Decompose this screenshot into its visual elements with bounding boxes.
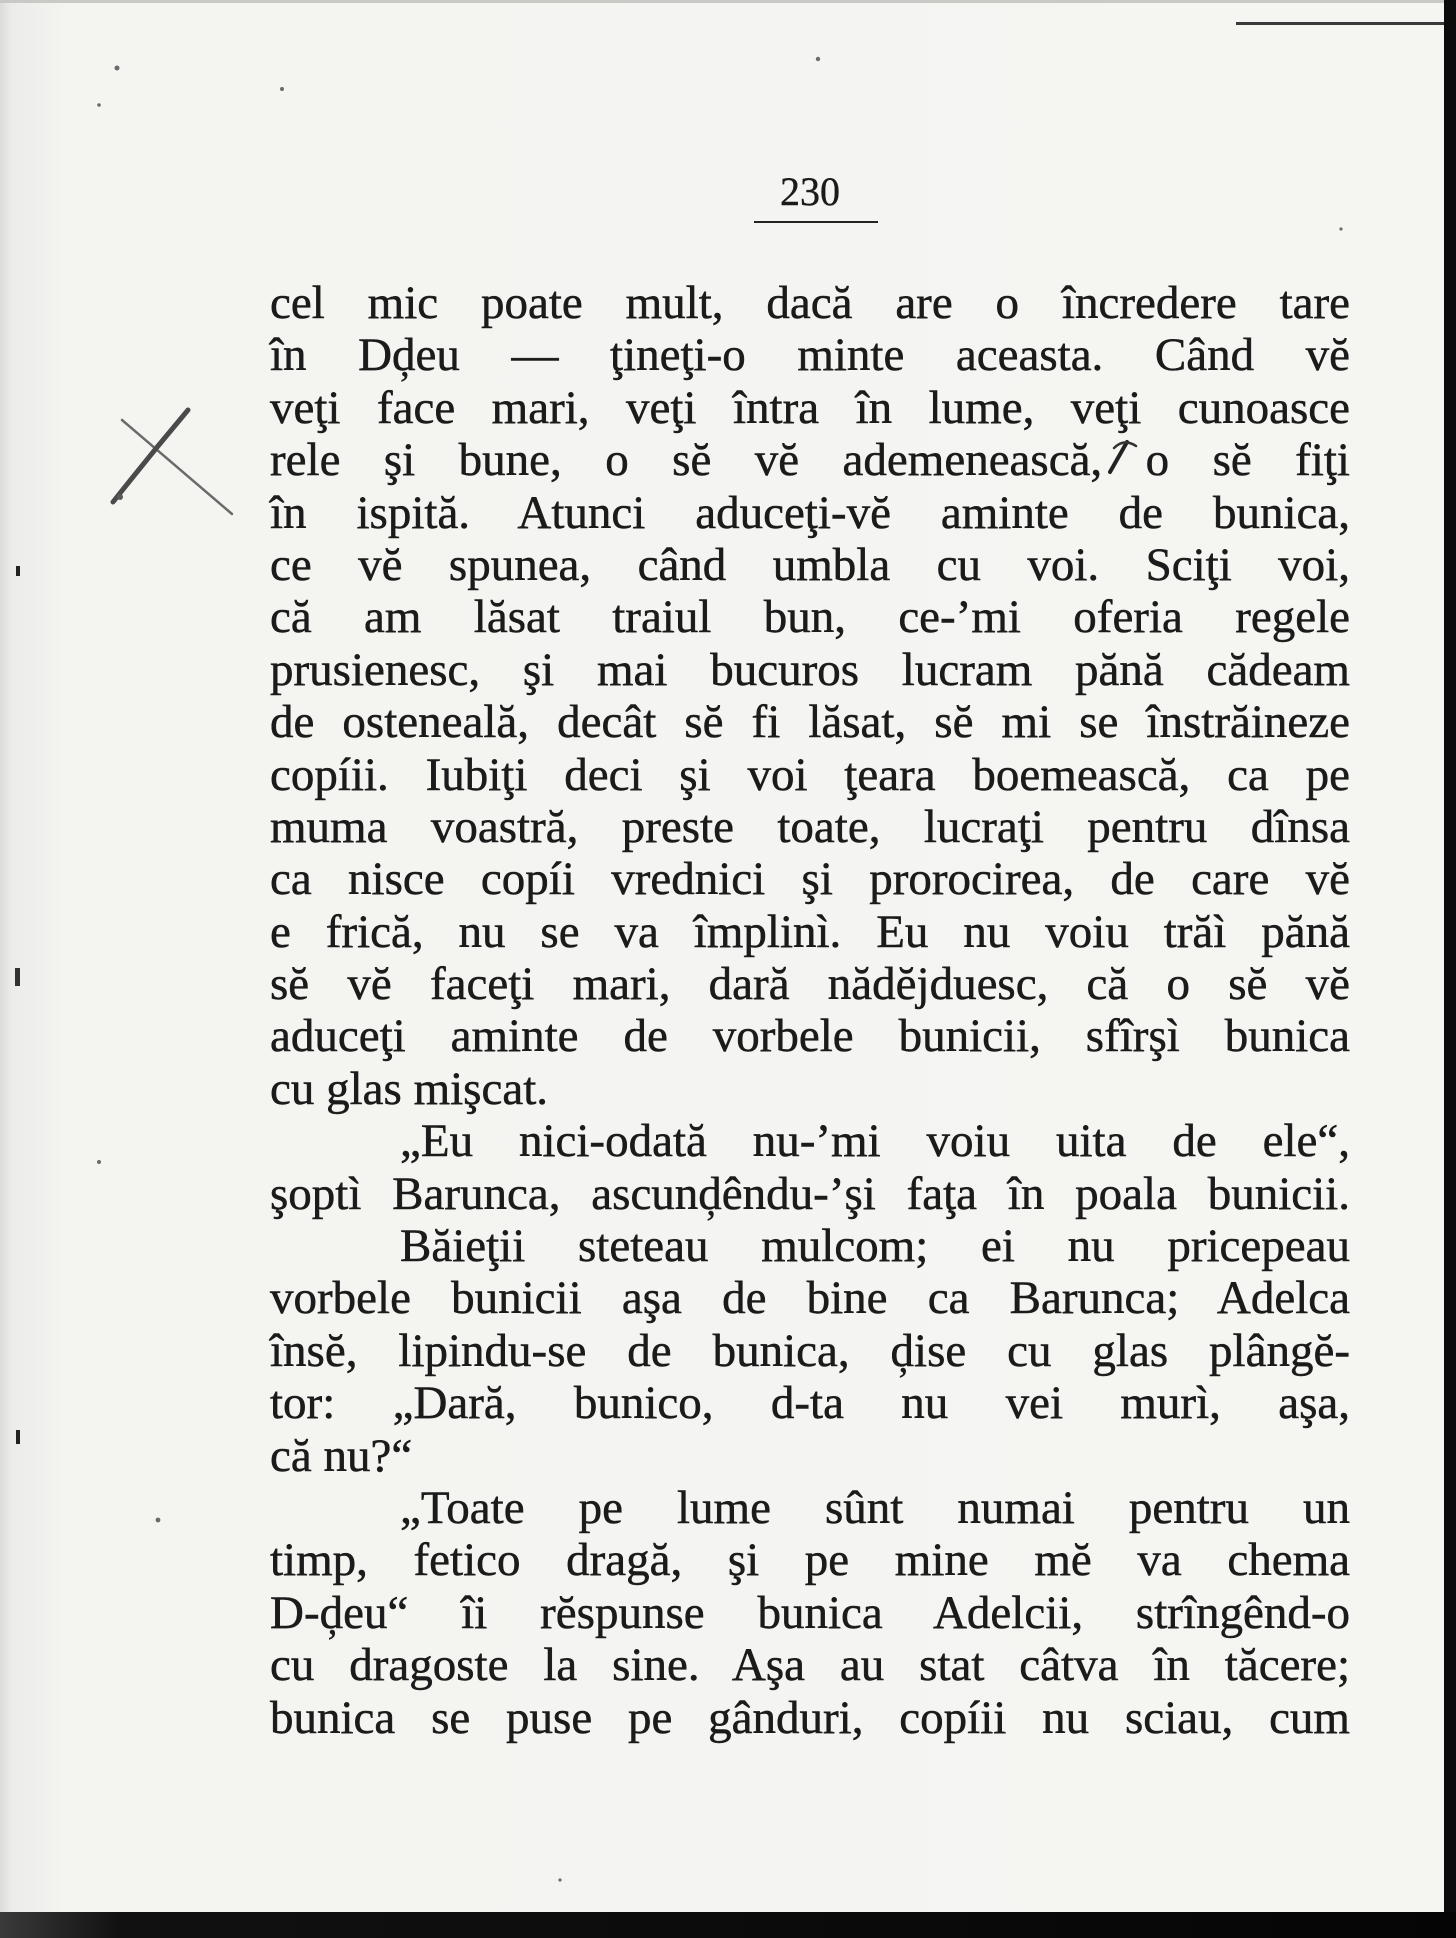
text-line: ca nisce copíi vrednici şi prorocirea, de care vĕ — [270, 853, 1350, 906]
body-text — [270, 277, 1350, 1744]
text-line: în ispită. Atunci aduceţi-vĕ aminte de bunica, — [270, 486, 1350, 539]
margin-tick — [16, 566, 20, 576]
speck — [816, 57, 820, 61]
speck — [558, 1878, 561, 1881]
text-line: cu dragoste la sine. Aşa au stat câtva în tăcere; — [270, 1639, 1350, 1692]
page-number: 230 — [780, 169, 840, 214]
text-line: în Dḑeu — ţineţi-o minte aceasta. Când vĕ — [270, 329, 1350, 382]
speck — [115, 66, 120, 71]
text-line: aduceţi aminte de vorbele bunicii, sfîrşì bunica — [270, 1010, 1350, 1063]
text-line: vorbele bunicii aşa de bine ca Barunca; Adelca — [270, 1272, 1350, 1325]
margin-tick — [15, 968, 20, 986]
text-line: şoptì Barunca, ascunḑêndu-’şi faţa în poala bunicii. — [270, 1167, 1350, 1220]
text-line: muma voastră, preste toate, lucraţi pentru dînsa — [270, 800, 1350, 853]
pen-stroke-slash — [113, 410, 188, 502]
scan-bottom-border — [0, 1912, 1456, 1938]
text-line: veţi face mari, veţi întra în lume, veţi cunoasce — [270, 381, 1350, 434]
text-line: prusienesc, şi mai bucuros lucram pănă cădeam — [270, 643, 1350, 696]
scan-top-edge — [0, 0, 1456, 3]
speck — [156, 1518, 161, 1523]
text-line: „Eu nici-odată nu-’mi voiu uita de ele“, — [400, 1115, 1350, 1168]
speck — [97, 1160, 101, 1164]
speck — [1339, 227, 1342, 230]
text-line: rele şi bune, o sĕ vĕ ademenească, o sĕ fiţi — [270, 434, 1350, 487]
text-line: e frică, nu se va împlinì. Eu nu voiu trăì pănă — [270, 905, 1350, 958]
text-line: copíii. Iubiţi deci şi voi ţeara boemească, ca pe — [270, 748, 1350, 801]
pen-stroke-backslash — [122, 420, 232, 514]
text-line: însĕ, lipindu-se de bunica, ḑise cu glas plângĕ- — [270, 1324, 1350, 1377]
text-line: Băieţii steteau mulcom; ei nu pricepeau — [400, 1220, 1350, 1273]
speck — [97, 103, 101, 107]
text-line: sĕ vĕ faceţi mari, dară nădĕjduesc, că o sĕ vĕ — [270, 958, 1350, 1011]
page-number-rule — [754, 221, 878, 223]
text-line: că am lăsat traiul bun, ce-’mi oferia regele — [270, 591, 1350, 644]
text-line: că nu?“ — [270, 1429, 413, 1482]
scan-right-border — [1444, 0, 1456, 1938]
text-line: bunica se puse pe gânduri, copíii nu sciau, cum — [270, 1691, 1350, 1744]
pen-dot — [117, 494, 123, 500]
text-line: cel mic poate mult, dacă are o încredere tare — [270, 277, 1350, 329]
text-line: ce vĕ spunea, când umbla cu voi. Sciţi voi, — [270, 538, 1350, 591]
text-line: timp, fetico dragă, şi pe mine mĕ va chema — [270, 1534, 1350, 1587]
text-line: de osteneală, decât sĕ fi lăsat, sĕ mi se înstrăineze — [270, 696, 1350, 749]
speck — [280, 87, 284, 91]
scan-top-shadow — [1236, 22, 1456, 25]
text-line: D-ḑeu“ îi rĕspunse bunica Adelcii, strîngênd-o — [270, 1586, 1350, 1639]
text-line: tor: „Dară, bunico, d-ta nu vei murì, aşa, — [270, 1377, 1350, 1430]
margin-cross-mark — [113, 410, 232, 514]
text-line: „Toate pe lume sûnt numai pentru un — [400, 1481, 1350, 1534]
text-line: cu glas mişcat. — [270, 1062, 549, 1115]
margin-tick — [16, 1430, 20, 1444]
